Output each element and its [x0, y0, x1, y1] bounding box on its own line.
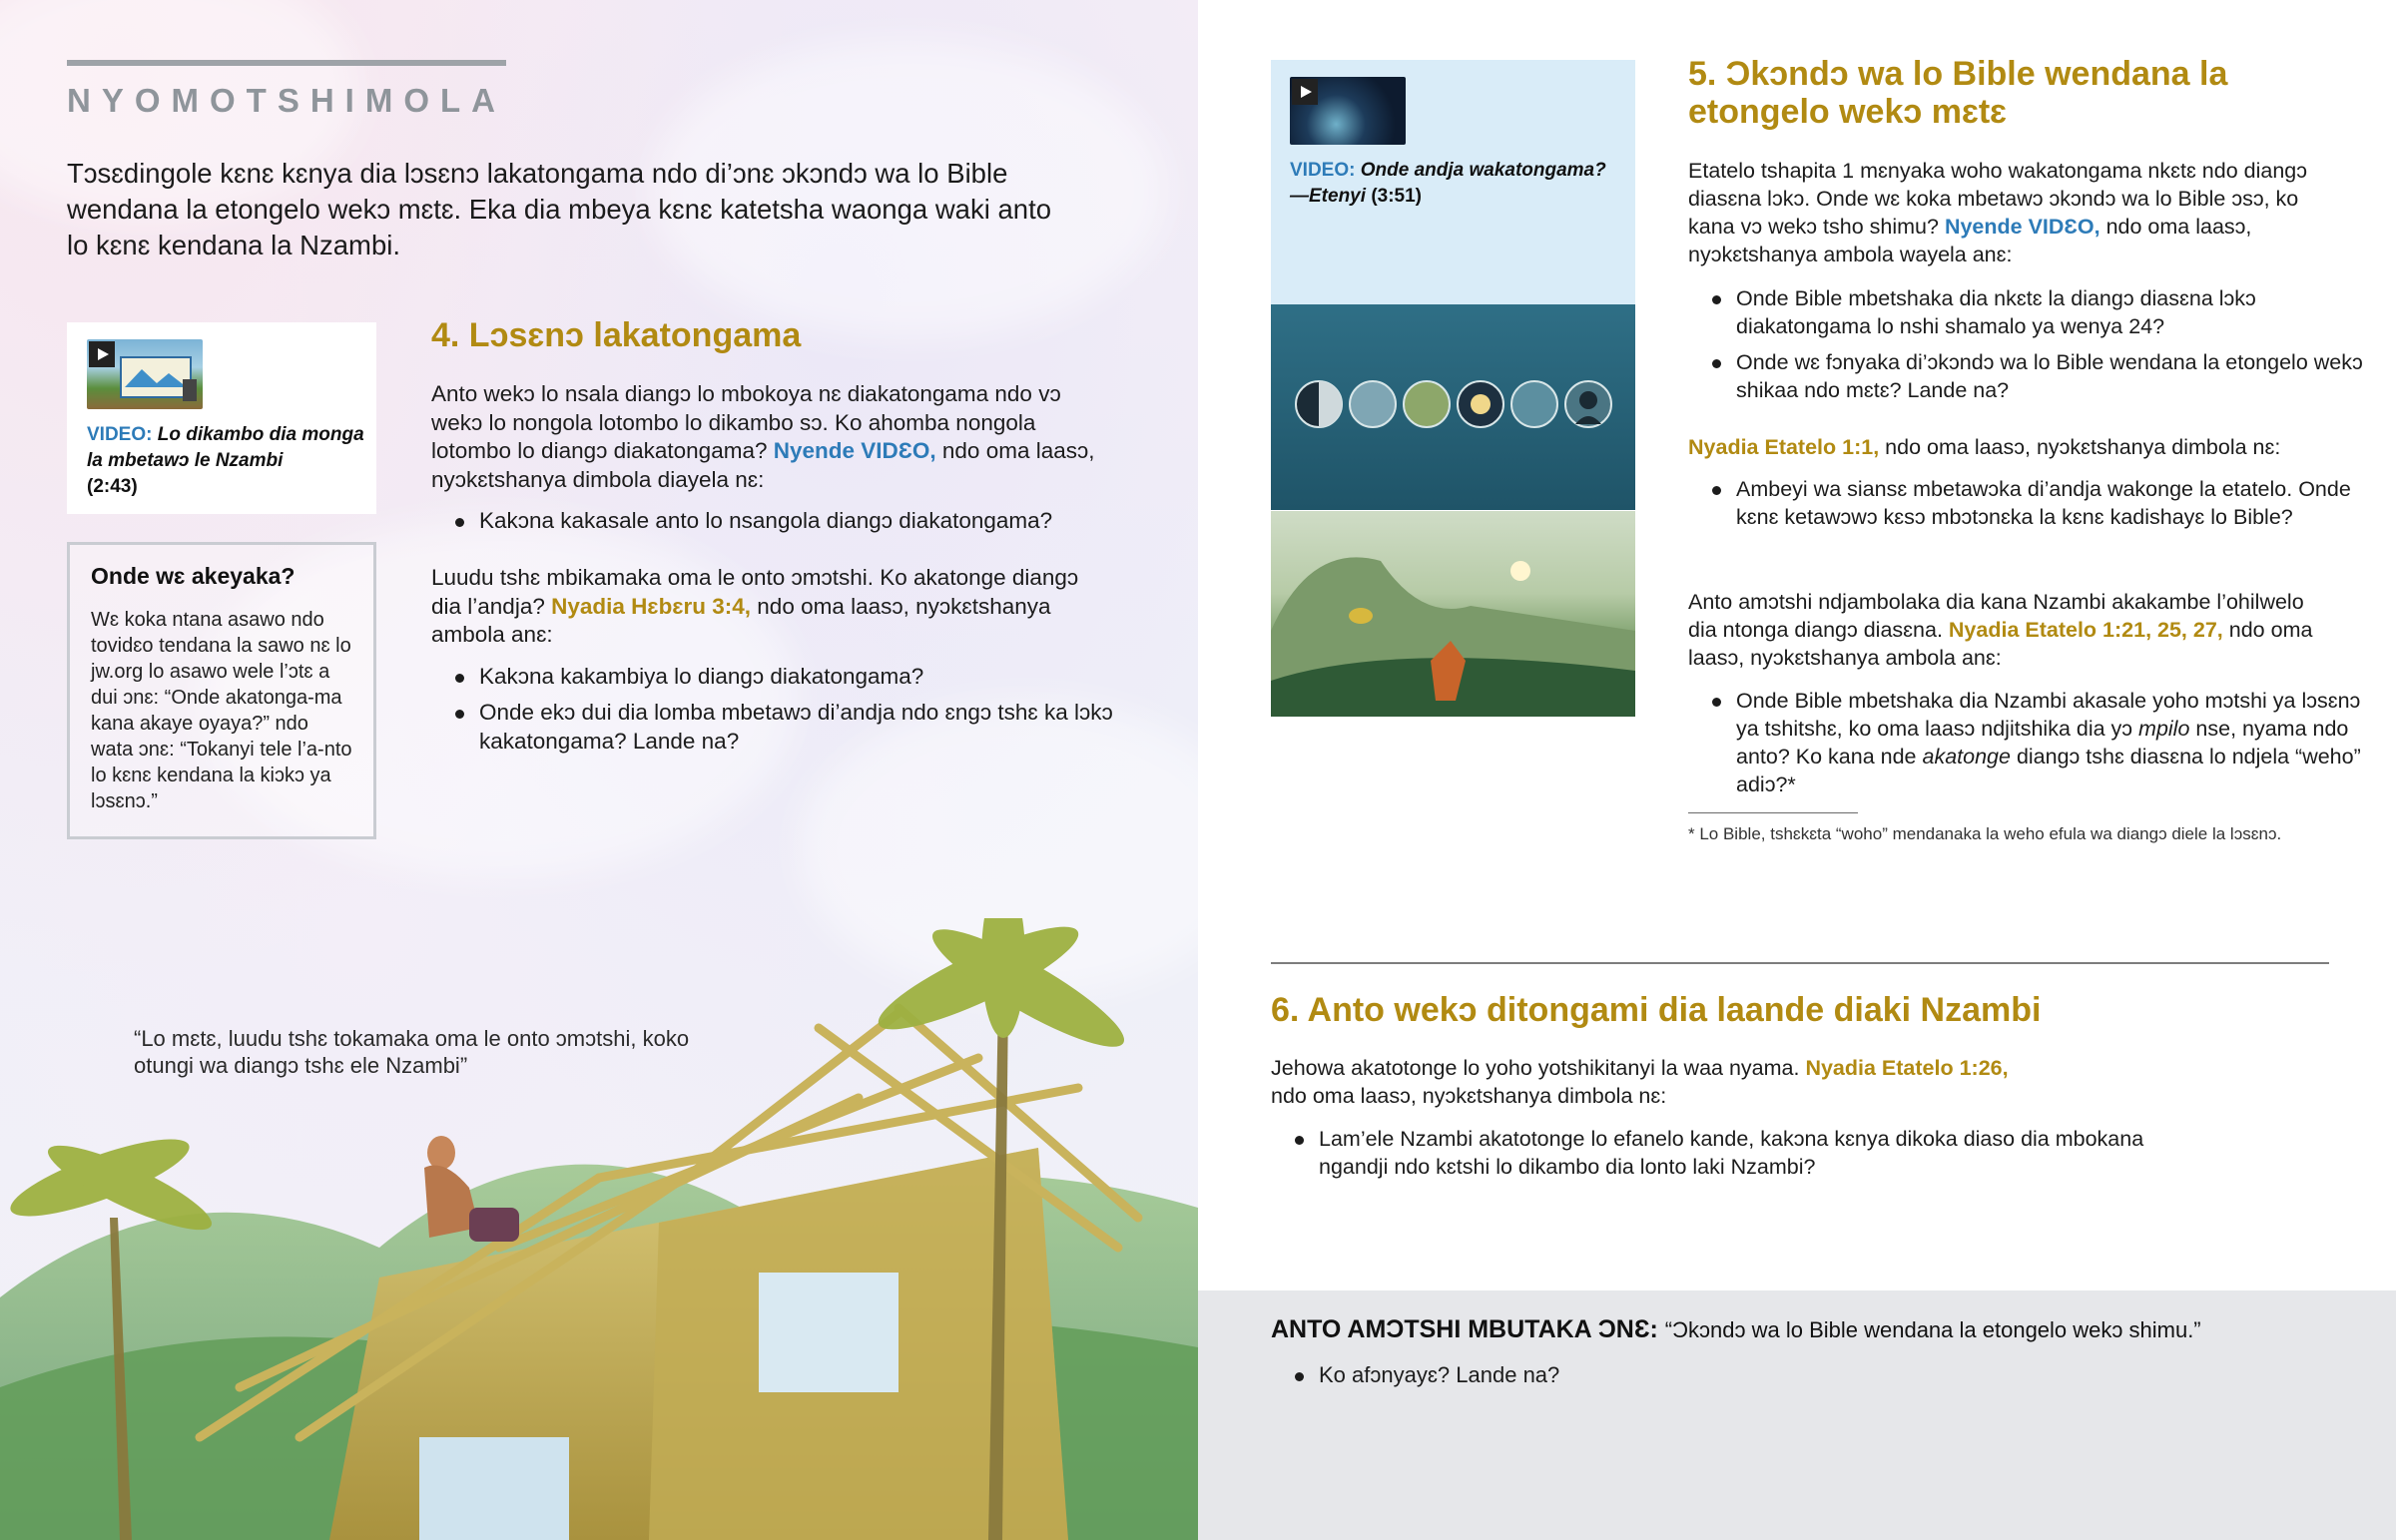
- play-icon[interactable]: [1292, 79, 1318, 105]
- video-card[interactable]: [67, 322, 376, 514]
- illustration-quote: “Lo mɛtɛ, luudu tshɛ tokamaka oma le onto ɔmɔtshi, koko otungi wa diangɔ tshɛ ele Nzambi”: [134, 1026, 690, 1078]
- some-people-say-panel: [1198, 1290, 2396, 1540]
- section-4-question-1: Kakɔna kakasale anto lo nsangola diangɔ diakatongama?: [431, 507, 1118, 536]
- video-duration: (3:51): [1371, 186, 1422, 207]
- question-emphasis: mpilo: [2138, 717, 2190, 741]
- section-5-paragraph-1: [1688, 157, 2337, 268]
- video-label: VIDEO:: [87, 424, 153, 445]
- box-heading: Onde wɛ akeyaka?: [91, 563, 296, 589]
- paragraph-text: ndo oma laasɔ, nyɔkɛtshanya ambola anɛ:: [1688, 618, 2313, 670]
- section-5-heading: [1688, 55, 2367, 131]
- panel-heading: [1271, 1315, 2349, 1344]
- paragraph-text: ndo oma laasɔ, nyɔkɛtshanya dimbola nɛ:: [1885, 435, 2281, 459]
- section-5-question-4: [1688, 687, 2385, 798]
- section-4-question-2: Kakɔna kakambiya lo diangɔ diakatongama?: [431, 663, 1118, 692]
- paragraph-text: ndo oma laasɔ, nyɔkɛtshanya ambola anɛ:: [431, 593, 1051, 647]
- section-label: NYOMOTSHIMOLA: [67, 82, 506, 119]
- paragraph-text: Anto amɔtshi ndjambolaka dia kana Nzambi akakambe l’ohilwelo dia ntonga diangɔ diasɛna.: [1688, 590, 2304, 642]
- question-emphasis: akatonge: [1922, 745, 2011, 769]
- house-building-illustration: [0, 918, 1198, 1540]
- section-6-heading: 6. Anto wekɔ ditongami dia laande diaki Nzambi: [1271, 991, 2042, 1029]
- paragraph-text: ndo oma laasɔ, nyɔkɛtshanya dimbola nɛ:: [1271, 1084, 1667, 1108]
- panel-quote: “Ɔkɔndɔ wa lo Bible wendana la etongelo wekɔ shimu.”: [1664, 1317, 2201, 1342]
- section-5-question-2: Onde wɛ fɔnyaka di’ɔkɔndɔ wa lo Bible wendana la etongelo wekɔ shikaa ndo mɛtɛ? Lande na?: [1688, 348, 2385, 404]
- paragraph-text: ndo oma laasɔ, nyɔkɛtshanya ambola wayela anɛ:: [1688, 215, 2252, 266]
- section-4-paragraph-2: [431, 564, 1110, 650]
- section-divider: [1271, 962, 2329, 964]
- heading-line: etongelo wekɔ mɛtɛ: [1688, 93, 2008, 131]
- section-5-paragraph-2: [1688, 433, 2367, 461]
- video-thumbnail[interactable]: [87, 339, 203, 409]
- section-4-paragraph-1: [431, 380, 1110, 494]
- question-text: nse, nyama ndo anto? Ko kana nde: [1736, 717, 2349, 769]
- footnote-rule: [1688, 812, 1858, 813]
- did-you-know-box: [67, 542, 376, 839]
- video-link[interactable]: Nyende VIDƐO,: [773, 438, 936, 463]
- section-5-paragraph-3: [1688, 588, 2337, 672]
- paragraph-text: Luudu tshɛ mbikamaka oma le onto ɔmɔtshi. Ko akatonge diangɔ dia l’andja?: [431, 565, 1079, 619]
- landscape-art: [1271, 511, 1635, 717]
- scripture-reference[interactable]: Nyadia Hɛbɛru 3:4,: [551, 593, 752, 619]
- section-6-question-1: Lam’ele Nzambi akatotonge lo efanelo kande, kakɔna kɛnya dikoka diaso dia mbokana ngandji ndo kɛtshi lo dikambo dia lonto laki Nzambi?: [1271, 1125, 2197, 1181]
- scripture-reference[interactable]: Nyadia Etatelo 1:1,: [1688, 435, 1880, 459]
- creation-days-image: [1271, 304, 1635, 510]
- creation-days-circles: [1271, 304, 1635, 510]
- video-card[interactable]: [1271, 60, 1635, 304]
- section-rule: [67, 60, 506, 66]
- video-caption: [1290, 158, 1619, 210]
- question-text: diangɔ tshɛ diasɛna lo ndjela “weho” adiɔ?*: [1736, 745, 2361, 796]
- section-4-heading: 4. Lɔsɛnɔ lakatongama: [431, 316, 802, 354]
- play-icon[interactable]: [89, 341, 115, 367]
- paragraph-text: Jehowa akatotonge lo yoho yotshikitanyi la waa nyama.: [1271, 1056, 1800, 1080]
- video-subtitle: —Etenyi: [1290, 186, 1367, 207]
- section-4-question-3: Onde ekɔ dui dia lomba mbetawɔ di’andja ndo ɛngɔ tshɛ ka lɔkɔ kakatongama? Lande na?: [431, 699, 1118, 756]
- video-title[interactable]: Onde andja wakatongama?: [1360, 160, 1606, 181]
- heading-line: 5. Ɔkɔndɔ wa lo Bible wendana la: [1688, 55, 2228, 93]
- landscape-image: [1271, 511, 1635, 717]
- section-6-paragraph-1: [1271, 1054, 2090, 1110]
- panel-lead: ANTO AMƆTSHI MBUTAKA ƆNƐ:: [1271, 1315, 1658, 1343]
- footnote: * Lo Bible, tshɛkɛta “woho” mendanaka la weho efula wa diangɔ diele la lɔsɛnɔ.: [1688, 824, 2282, 843]
- panel-question: Ko afɔnyayɛ? Lande na?: [1271, 1361, 2217, 1390]
- video-caption: [87, 422, 366, 500]
- box-text: Wɛ koka ntana asawo ndo tovidɛo tendana la sawo nɛ lo jw.org lo asawo wele l’ɔtɛ a dui ɔnɛ: “Onde akatonga-ma kana akaye oyaya?” ndo wata ɔnɛ: “Tokanyi tele l’a-nto lo kɛnɛ kendana la kiɔkɔ ya lɔsɛnɔ.”: [91, 609, 352, 812]
- intro-paragraph: Tɔsɛdingole kɛnɛ kɛnya dia lɔsɛnɔ lakatongama ndo di’ɔnɛ ɔkɔndɔ wa lo Bible wendana la etongelo wekɔ mɛtɛ. Eka dia mbeya kɛnɛ katetsha waonga waki anto lo kɛnɛ kendana la Nzambi.: [67, 158, 1051, 260]
- video-thumbnail[interactable]: [1290, 77, 1406, 145]
- question-text: Onde Bible mbetshaka dia Nzambi akasale yoho mɔtshi ya lɔsɛnɔ ya tshitshɛ, ko oma laasɔ ndjitshika dia yɔ: [1736, 689, 2361, 741]
- section-5-question-1: Onde Bible mbetshaka dia nkɛtɛ la diangɔ diasɛna lɔkɔ diakatongama lo nshi shamalo ya wenya 24?: [1688, 284, 2385, 340]
- scripture-reference[interactable]: Nyadia Etatelo 1:21, 25, 27,: [1948, 618, 2223, 642]
- video-duration: (2:43): [87, 476, 138, 497]
- video-label: VIDEO:: [1290, 160, 1356, 181]
- video-link[interactable]: Nyende VIDƐO,: [1944, 215, 2100, 239]
- video-title[interactable]: Lo dikambo dia monga la mbetawɔ le Nzambi: [87, 424, 364, 471]
- paragraph-text: Etatelo tshapita 1 mɛnyaka woho wakatongama nkɛtɛ ndo diangɔ diasɛna lɔkɔ. Onde wɛ koka mbetawɔ ɔkɔndɔ wa lo Bible ɔsɔ, ko kana vɔ wekɔ tsho shimu?: [1688, 159, 2308, 239]
- paragraph-text: ndo oma laasɔ, nyɔkɛtshanya dimbola diayela nɛ:: [431, 438, 1095, 492]
- section-5-question-3: Ambeyi wa siansɛ mbetawɔka di’andja wakonge la etatelo. Onde kɛnɛ ketawɔwɔ kɛsɔ mbɔtɔnɛka la kɛnɛ kadishayɛ lo Bible?: [1688, 475, 2385, 531]
- scripture-reference[interactable]: Nyadia Etatelo 1:26,: [1805, 1056, 2009, 1080]
- paragraph-text: Anto wekɔ lo nsala diangɔ lo mbokoya nɛ diakatongama ndo vɔ wekɔ lo nongola lotombo lo dikambo sɔ. Ko ahomba nongola lotombo lo diangɔ diakatongama?: [431, 381, 1061, 463]
